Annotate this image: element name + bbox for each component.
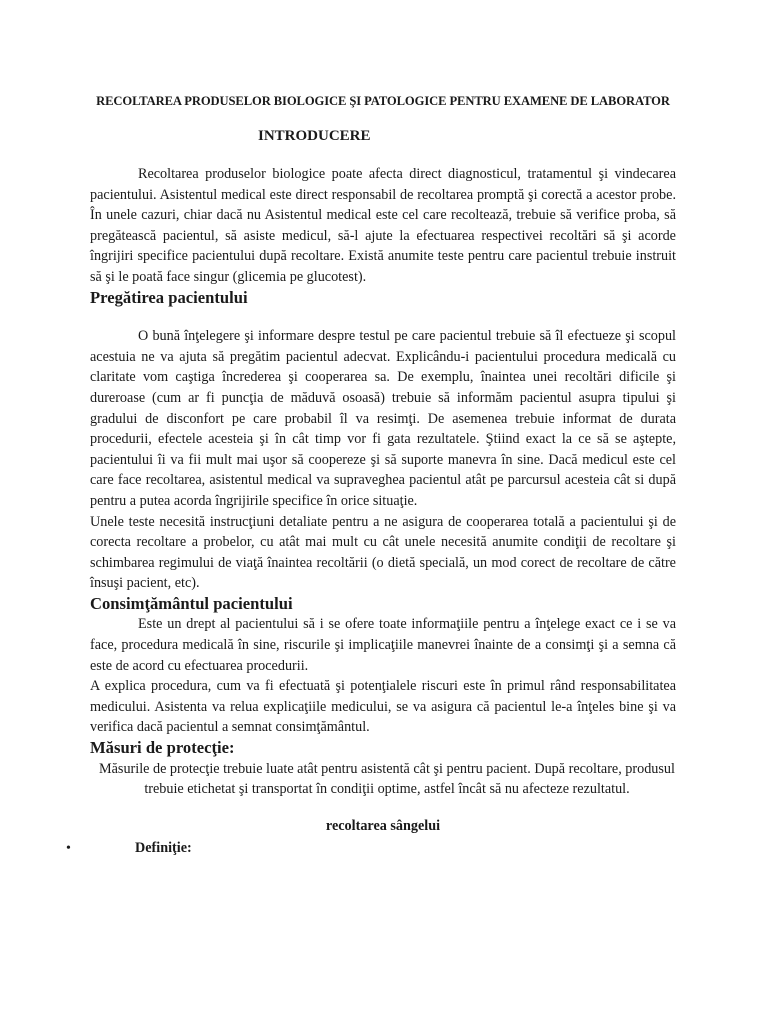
preparation-paragraph-1: O bună înţelegere şi informare despre testul pe care pacientul trebuie să îl efectueze şi scopul acestuia ne va ajuta să pregătim pacientul adecvat. Explicându-i pacientului procedura medicală cu claritate vom caştiga încrederea şi cooperarea sa. De exemplu, înaintea unei recoltări dificile şi dureroase (cum ar fi puncţia de măduvă osoasă) trebuie să informăm pacientul asupra tipului şi gradului de disconfort pe care probabil îl va resimţi. De asemenea trebuie informat de durata procedurii, efectele acesteia şi în cât timp vor fi gata rezultatele. Ştiind exact la ce să se aştepte, pacientului îi va fii mult mai uşor să coopereze şi să suporte manevra în sine. Dacă medicul este cel care face recoltarea, asistentul medical va supraveghea pacientul atât pe parcursul acesteia cât si după pentru a putea acorda îngrijirile specifice în orice situaţie.: [90, 328, 676, 509]
bullet-icon: •: [66, 841, 71, 857]
protection-heading: Măsuri de protecţie:: [90, 738, 235, 758]
consent-paragraph-1: Este un drept al pacientului să i se ofere toate informaţiile pentru a înţelege exact ce i se va face, procedura medicală în sine, riscurile şi implicaţiile manevrei înainte de a consimţi şi a semna că este de acord cu efectuarea procedurii.: [90, 616, 676, 674]
document-title: RECOLTAREA PRODUSELOR BIOLOGICE ŞI PATOLOGICE PENTRU EXAMENE DE LABORATOR: [96, 94, 670, 108]
preparation-heading: Pregătirea pacientului: [90, 287, 248, 307]
preparation-paragraph-2: Unele teste necesită instrucţiuni detaliate pentru a ne asigura de cooperarea totală a pacientului şi de corecta recoltare a probelor, cu atât mai mult cu cât unele necesită anumite condiţii de recoltare şi schimbarea regimului de viaţă înaintea recoltării (o dietă specială, un mod corect de recoltare de către însuşi pacient, etc).: [90, 513, 676, 592]
definition-label: Definiţie:: [135, 840, 192, 857]
consent-heading: Consimţământul pacientului: [90, 593, 293, 613]
protection-paragraph: Măsurile de protecţie trebuie luate atât pentru asistentă cât şi pentru pacient. După recoltare, produsul trebuie etichetat şi transportat în condiţii optime, astfel încât să nu afecteze rezultatul.: [99, 760, 675, 798]
intro-paragraph: Recoltarea produselor biologice poate afecta direct diagnosticul, tratamentul şi vindecarea pacientului. Asistentul medical este direct responsabil de recoltarea promptă şi corectă a acestor probe. În unele cazuri, chiar dacă nu Asistentul medical este cel care recoltează, trebuie să verifice proba, să pregătească pacientul, să asiste medicul, să-l ajute la efectuarea respectivei recoltări să şi acorde îngrijiri specifice pacientului după recoltare. Există anumite teste pentru care pacientul trebuie instruit să şi le poată face singur (glicemia pe glucotest).: [90, 166, 676, 285]
intro-heading: INTRODUCERE: [258, 128, 371, 144]
blood-collection-heading: recoltarea sângelui: [325, 817, 441, 834]
consent-paragraph-2: A explica procedura, cum va fi efectuată şi potenţialele riscuri este în primul rând responsabilitatea medicului. Asistenta va relua explicaţiile medicului, se va asigura că pacientul le-a înţeles bine şi va verifica dacă pacientul a semnat consimţământul.: [90, 678, 676, 736]
definition-list-item: [66, 838, 676, 860]
